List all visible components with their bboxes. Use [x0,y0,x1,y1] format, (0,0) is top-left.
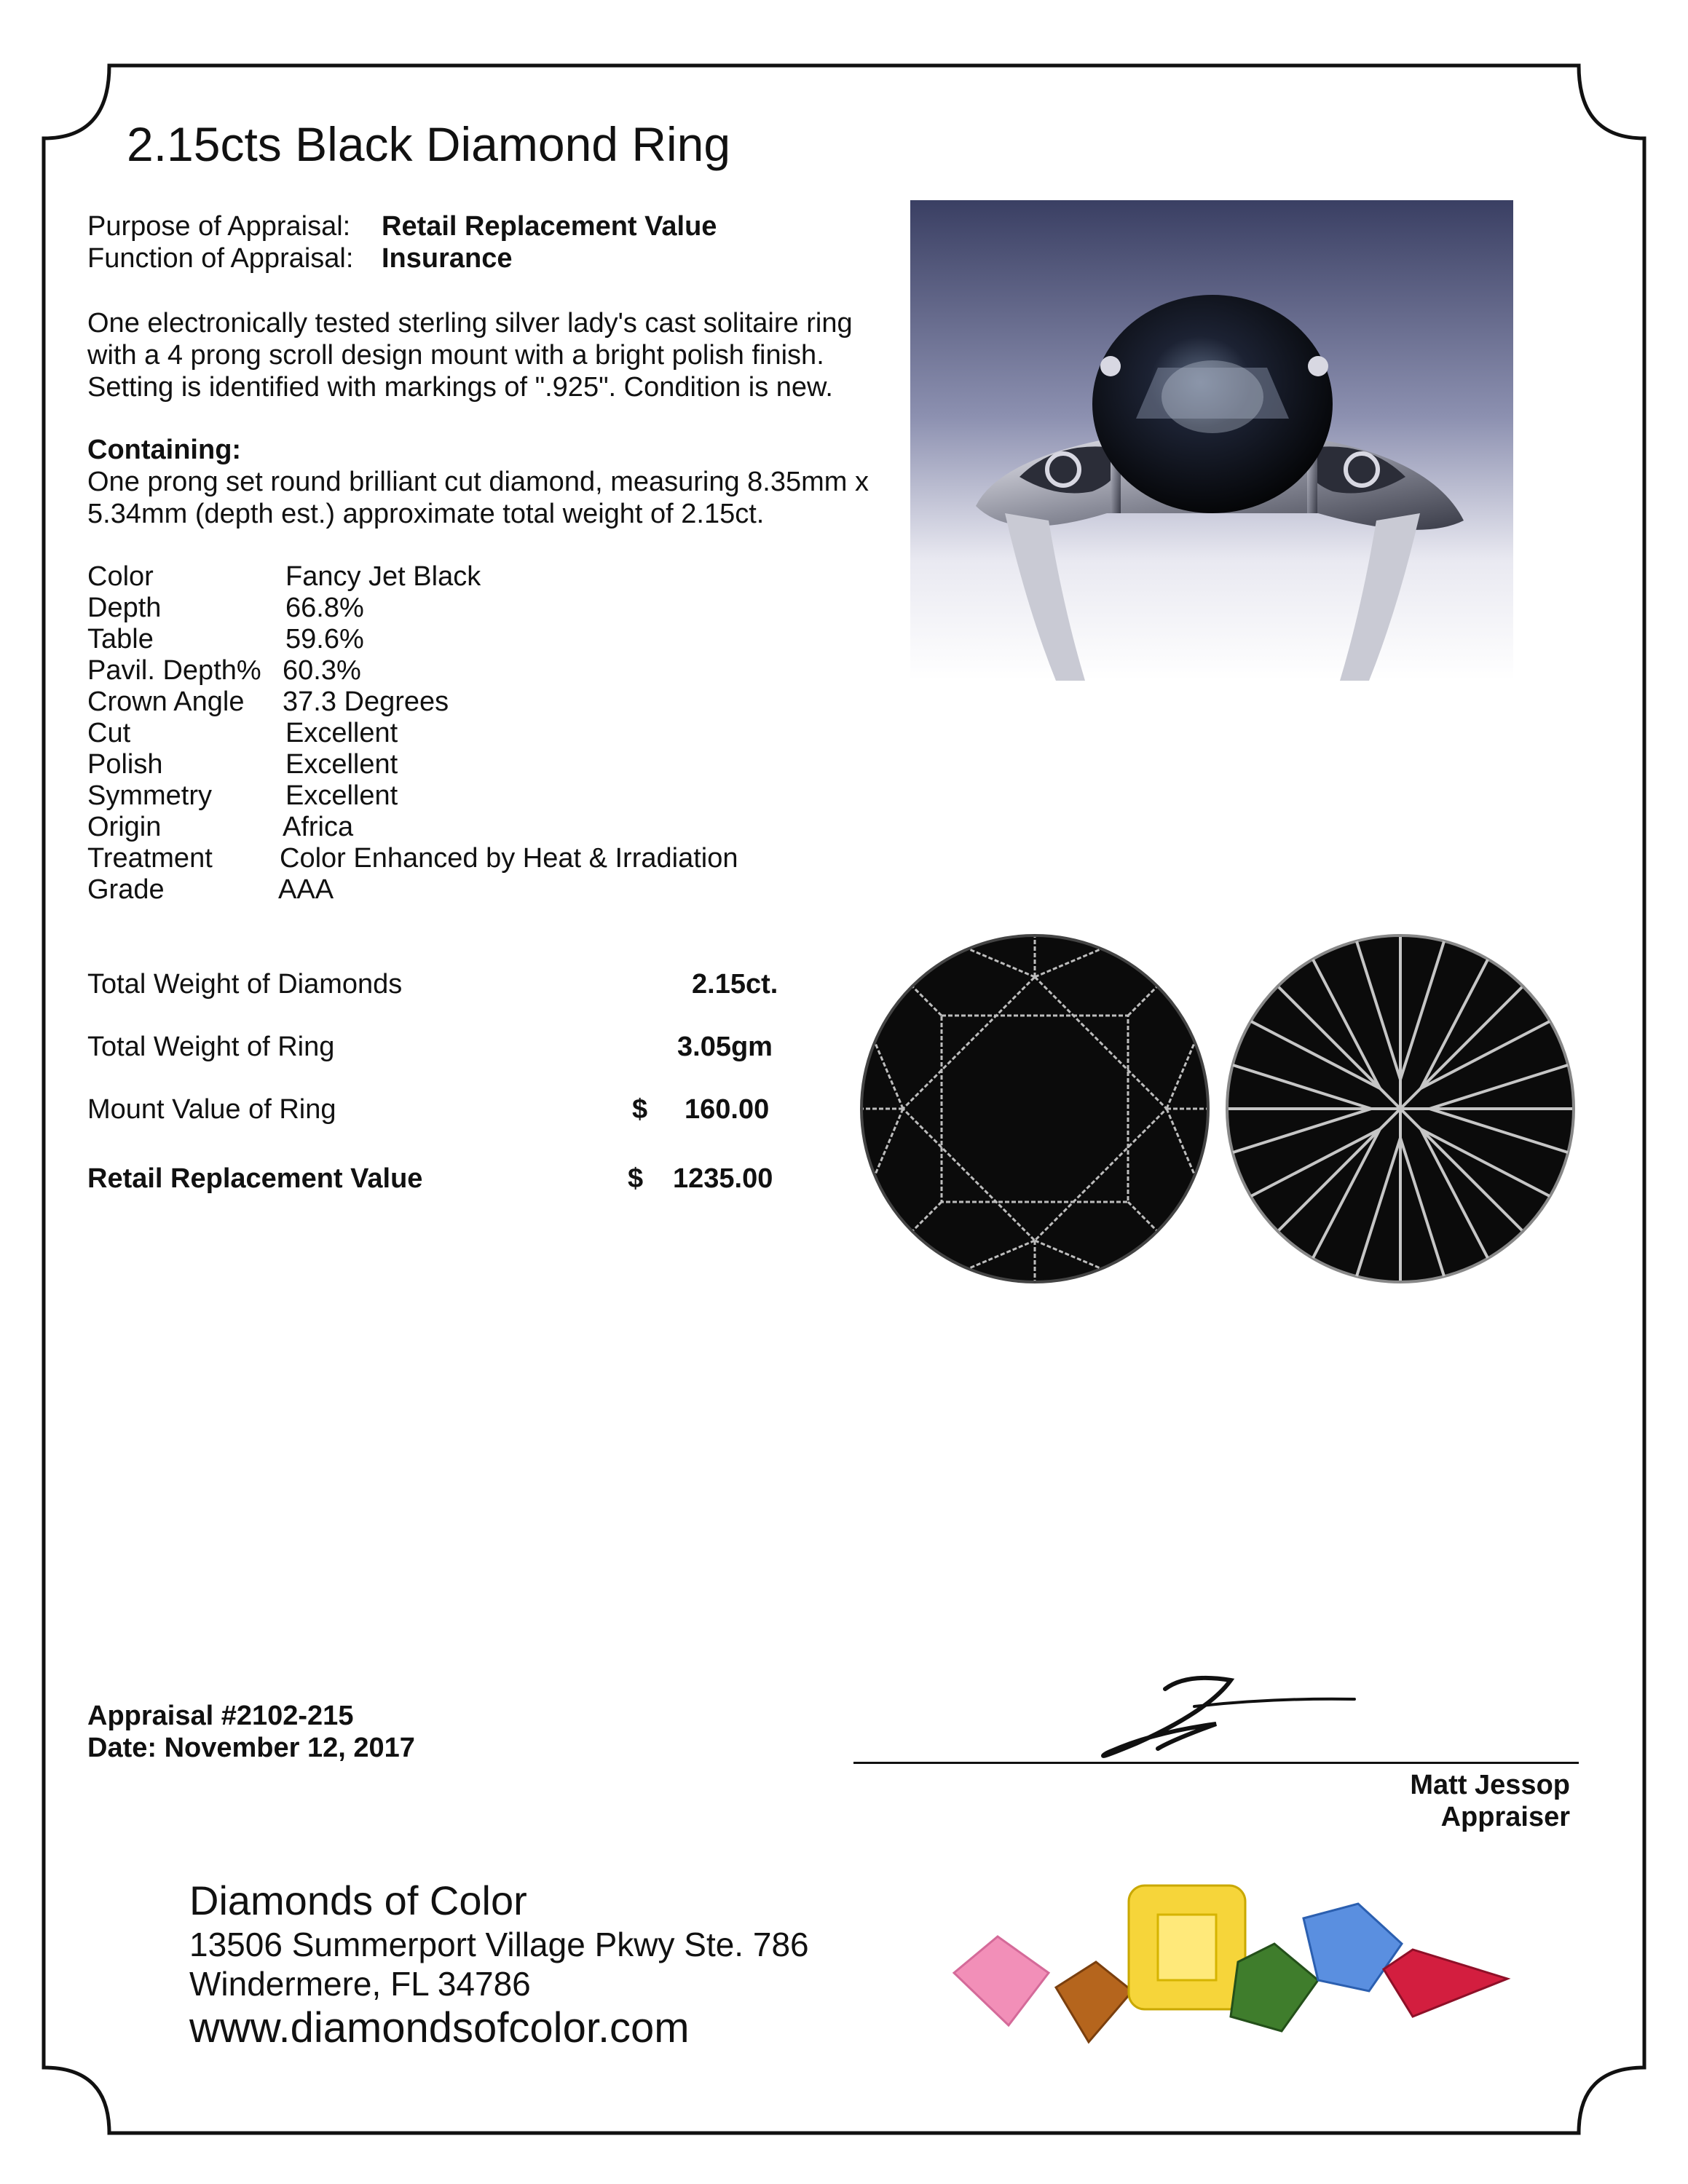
spec-key: Depth [87,593,162,623]
appraisal-number: Appraisal #2102-215 [87,1701,354,1731]
spec-value: 37.3 Degrees [283,687,449,717]
spec-value: Fancy Jet Black [285,561,481,592]
spec-value: Excellent [285,780,398,811]
purpose-value: Retail Replacement Value [382,211,717,242]
function-label: Function of Appraisal: [87,243,354,274]
page-title: 2.15cts Black Diamond Ring [127,117,731,171]
spec-value: Africa [283,812,354,842]
spec-key: Symmetry [87,780,212,811]
diamond-crown-diagram-icon [858,932,1212,1286]
purpose-label: Purpose of Appraisal: [87,211,351,242]
containing-line-2: 5.34mm (depth est.) approximate total weight of 2.15ct. [87,499,765,529]
company-name: Diamonds of Color [189,1878,527,1923]
appraiser-name: Matt Jessop [1410,1770,1570,1800]
spec-key: Polish [87,749,163,780]
retail-replacement-value: 1235.00 [673,1163,773,1194]
spec-key: Origin [87,812,162,842]
description-line-1: One electronically tested sterling silver lady's cast solitaire ring [87,308,853,339]
spec-key: Cut [87,718,131,748]
total-weight-diamonds-value: 2.15ct. [692,969,778,1000]
signature-line [853,1762,1579,1764]
retail-replacement-currency: $ [628,1163,644,1194]
containing-line-1: One prong set round brilliant cut diamond, measuring 8.35mm x [87,467,869,497]
spec-key: Table [87,624,154,654]
spec-key: Crown Angle [87,687,245,717]
spec-key: Pavil. Depth% [87,655,261,686]
total-weight-ring-label: Total Weight of Ring [87,1032,335,1062]
function-value: Insurance [382,243,513,274]
spec-value: 66.8% [285,593,364,623]
mount-value-label: Mount Value of Ring [87,1094,336,1125]
mount-value-currency: $ [632,1094,648,1125]
spec-value: 59.6% [285,624,364,654]
total-weight-diamonds-label: Total Weight of Diamonds [87,969,403,1000]
appraisal-date: Date: November 12, 2017 [87,1733,415,1763]
colored-gems-logo-icon [939,1864,1537,2046]
company-address-line-1: 13506 Summerport Village Pkwy Ste. 786 [189,1926,809,1963]
description-line-3: Setting is identified with markings of ".925". Condition is new. [87,372,833,403]
mount-value-value: 160.00 [685,1094,770,1125]
total-weight-ring-value: 3.05gm [677,1032,773,1062]
description-line-2: with a 4 prong scroll design mount with a bright polish finish. [87,340,824,371]
spec-key: Color [87,561,154,592]
appraiser-title: Appraiser [1440,1802,1570,1832]
company-address-line-2: Windermere, FL 34786 [189,1965,531,2003]
retail-replacement-label: Retail Replacement Value [87,1163,423,1194]
containing-heading: Containing: [87,435,242,465]
spec-value: Excellent [285,749,398,780]
appraiser-signature [1063,1667,1369,1769]
spec-value: Color Enhanced by Heat & Irradiation [280,843,738,874]
spec-key: Grade [87,874,165,905]
diamond-pavilion-diagram-icon [1223,932,1577,1286]
spec-value: 60.3% [283,655,361,686]
spec-value: AAA [278,874,334,905]
spec-key: Treatment [87,843,213,874]
black-diamond-ring-photo [910,200,1513,681]
spec-value: Excellent [285,718,398,748]
company-website: www.diamondsofcolor.com [189,2004,690,2052]
